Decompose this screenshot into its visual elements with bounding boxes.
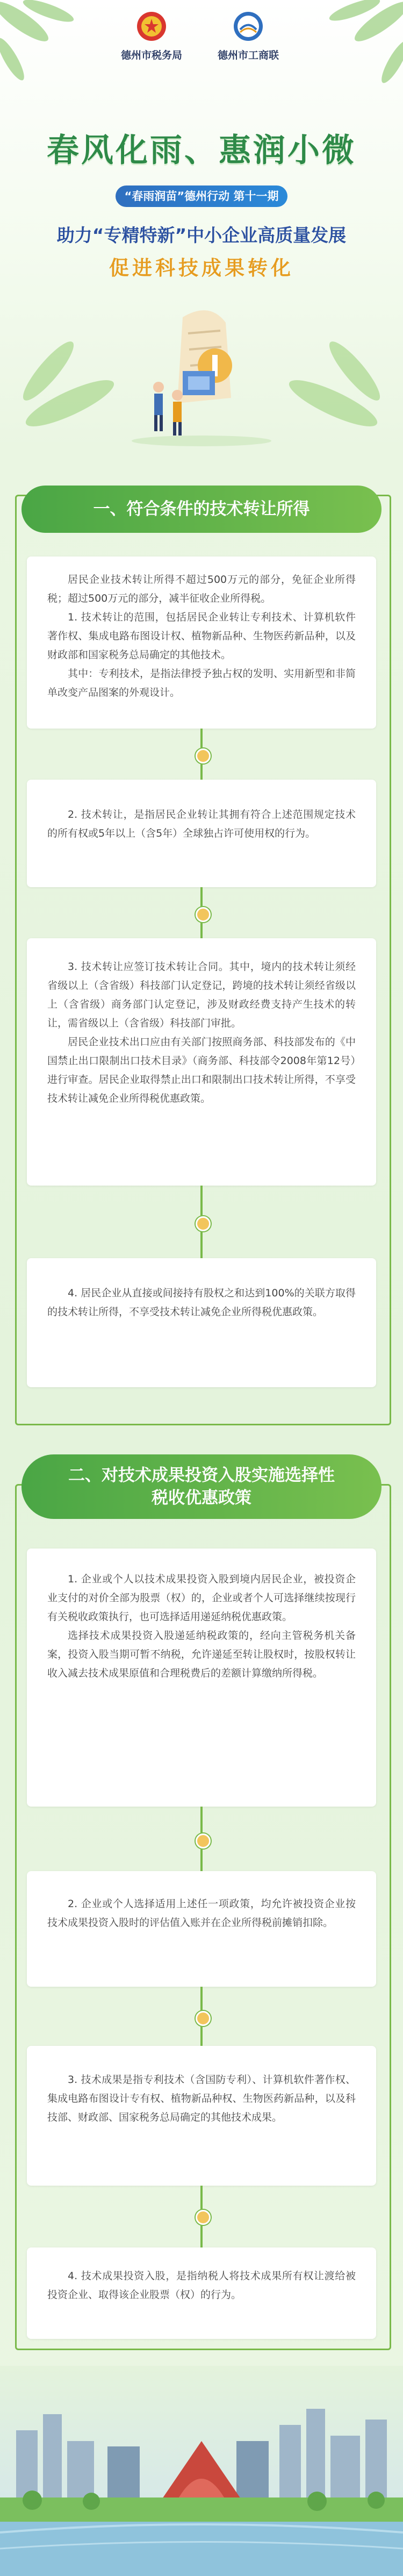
- paragraph: 3. 技术转让应签订技术转让合同。其中，境内的技术转让须经省级以上（含省级）科技部门认定登记，跨境的技术转让须经省级以上（含省级）商务部门认定登记，涉及财政经费支持产生技术的转让，需省级以上（含省级）科技部门审批。: [47, 961, 356, 1029]
- cityscape-illustration: [0, 2366, 403, 2576]
- section1-title-text: 一、符合条件的技术转让所得: [93, 499, 310, 519]
- section2-title-line2: 税收优惠政策: [152, 1488, 251, 1508]
- tax-bureau-logo: [121, 11, 182, 62]
- section2-card-3: [27, 2046, 376, 2186]
- section2-card-4: [27, 2247, 376, 2339]
- connector-dot: [196, 907, 211, 922]
- section2-title-line1: 二、对技术成果投资入股实施选择性: [68, 1466, 335, 1485]
- logo-row: [0, 11, 403, 75]
- section1-title: [21, 486, 382, 533]
- paragraph: 2. 企业或个人选择适用上述任一项政策，均允许被投资企业按技术成果投资入股时的评估值入账并在企业所得税前摊销扣除。: [47, 1898, 356, 1929]
- paragraph: 选择技术成果投资入股递延纳税政策的，经向主管税务机关备案，投资入股当期可暂不纳税，允许递延至转让股权时，按股权转让收入减去技术成果原值和合理税费后的差额计算缴纳所得税。: [47, 1630, 356, 1679]
- federation-emblem-icon: [233, 11, 264, 42]
- section2-card-1: [27, 1549, 376, 1807]
- main-title: 春风化雨、惠润小微: [47, 132, 356, 169]
- hero-illustration: [0, 290, 403, 452]
- section1-card-2: [27, 780, 376, 887]
- commerce-name: 德州市工商联: [218, 49, 279, 61]
- heading-line2: 促进科技成果转化: [109, 256, 294, 280]
- tax-emblem-icon: [136, 11, 167, 42]
- city-banner: [0, 2366, 403, 2576]
- commerce-logo: [218, 11, 279, 62]
- section2-title: [21, 1454, 382, 1519]
- paragraph: 其中：专利技术，是指法律授予独占权的发明、实用新型和非简单改变产品图案的外观设计。: [47, 668, 356, 698]
- connector-dot: [196, 2210, 211, 2225]
- paragraph: 3. 技术成果是指专利技术（含国防专利）、计算机软件著作权、集成电路布图设计专有权、植物新品种权、生物医药新品种，以及科技部、财政部、国家税务总局确定的其他技术成果。: [47, 2074, 356, 2123]
- connector-dot: [196, 748, 211, 763]
- paragraph: 1. 技术转让的范围，包括居民企业转让专利技术、计算机软件著作权、集成电路布图设计权、植物新品种、生物医药新品种，以及财政部和国家税务总局确定的其他技术。: [47, 611, 356, 661]
- tax-bureau-name: 德州市税务局: [121, 49, 183, 61]
- paragraph: 1. 企业或个人以技术成果投资入股到境内居民企业，被投资企业支付的对价全部为股票（权）的，企业或者个人可选择继续按现行有关税收政策执行，也可选择适用递延纳税优惠政策。: [47, 1573, 356, 1623]
- campaign-subtitle: “春雨润苗”德州行动 第十一期: [116, 185, 287, 207]
- paragraph: 居民企业技术转让所得不超过500万元的部分，免征企业所得税；超过500万元的部分，减半征收企业所得税。: [47, 574, 356, 604]
- paragraph: 4. 居民企业从直接或间接持有股权之和达到100%的关联方取得的技术转让所得，不享受技术转让减免企业所得税优惠政策。: [47, 1287, 356, 1318]
- connector-dot: [196, 2011, 211, 2026]
- connector-dot: [196, 1833, 211, 1849]
- section1-card-3: [27, 938, 376, 1186]
- section1-card-1: [27, 556, 376, 729]
- paragraph: 4. 技术成果投资入股，是指纳税人将技术成果所有权让渡给被投资企业、取得该企业股票（权）的行为。: [47, 2270, 356, 2301]
- section2-card-2: [27, 1871, 376, 1987]
- heading-line1: 助力“专精特新”中小企业高质量发展: [56, 225, 347, 246]
- paragraph: 2. 技术转让，是指居民企业转让其拥有符合上述范围规定技术的所有权或5年以上（含5年）全球独占许可使用权的行为。: [47, 809, 356, 839]
- section1-card-4: [27, 1258, 376, 1387]
- connector-dot: [196, 1216, 211, 1231]
- paragraph: 居民企业技术出口应由有关部门按照商务部、科技部发布的《中国禁止出口限制出口技术目录》（商务部、科技部令2008年第12号）进行审查。居民企业取得禁止出口和限制出口技术转让所得，不享受技术转让减免企业所得税优惠政策。: [47, 1036, 356, 1104]
